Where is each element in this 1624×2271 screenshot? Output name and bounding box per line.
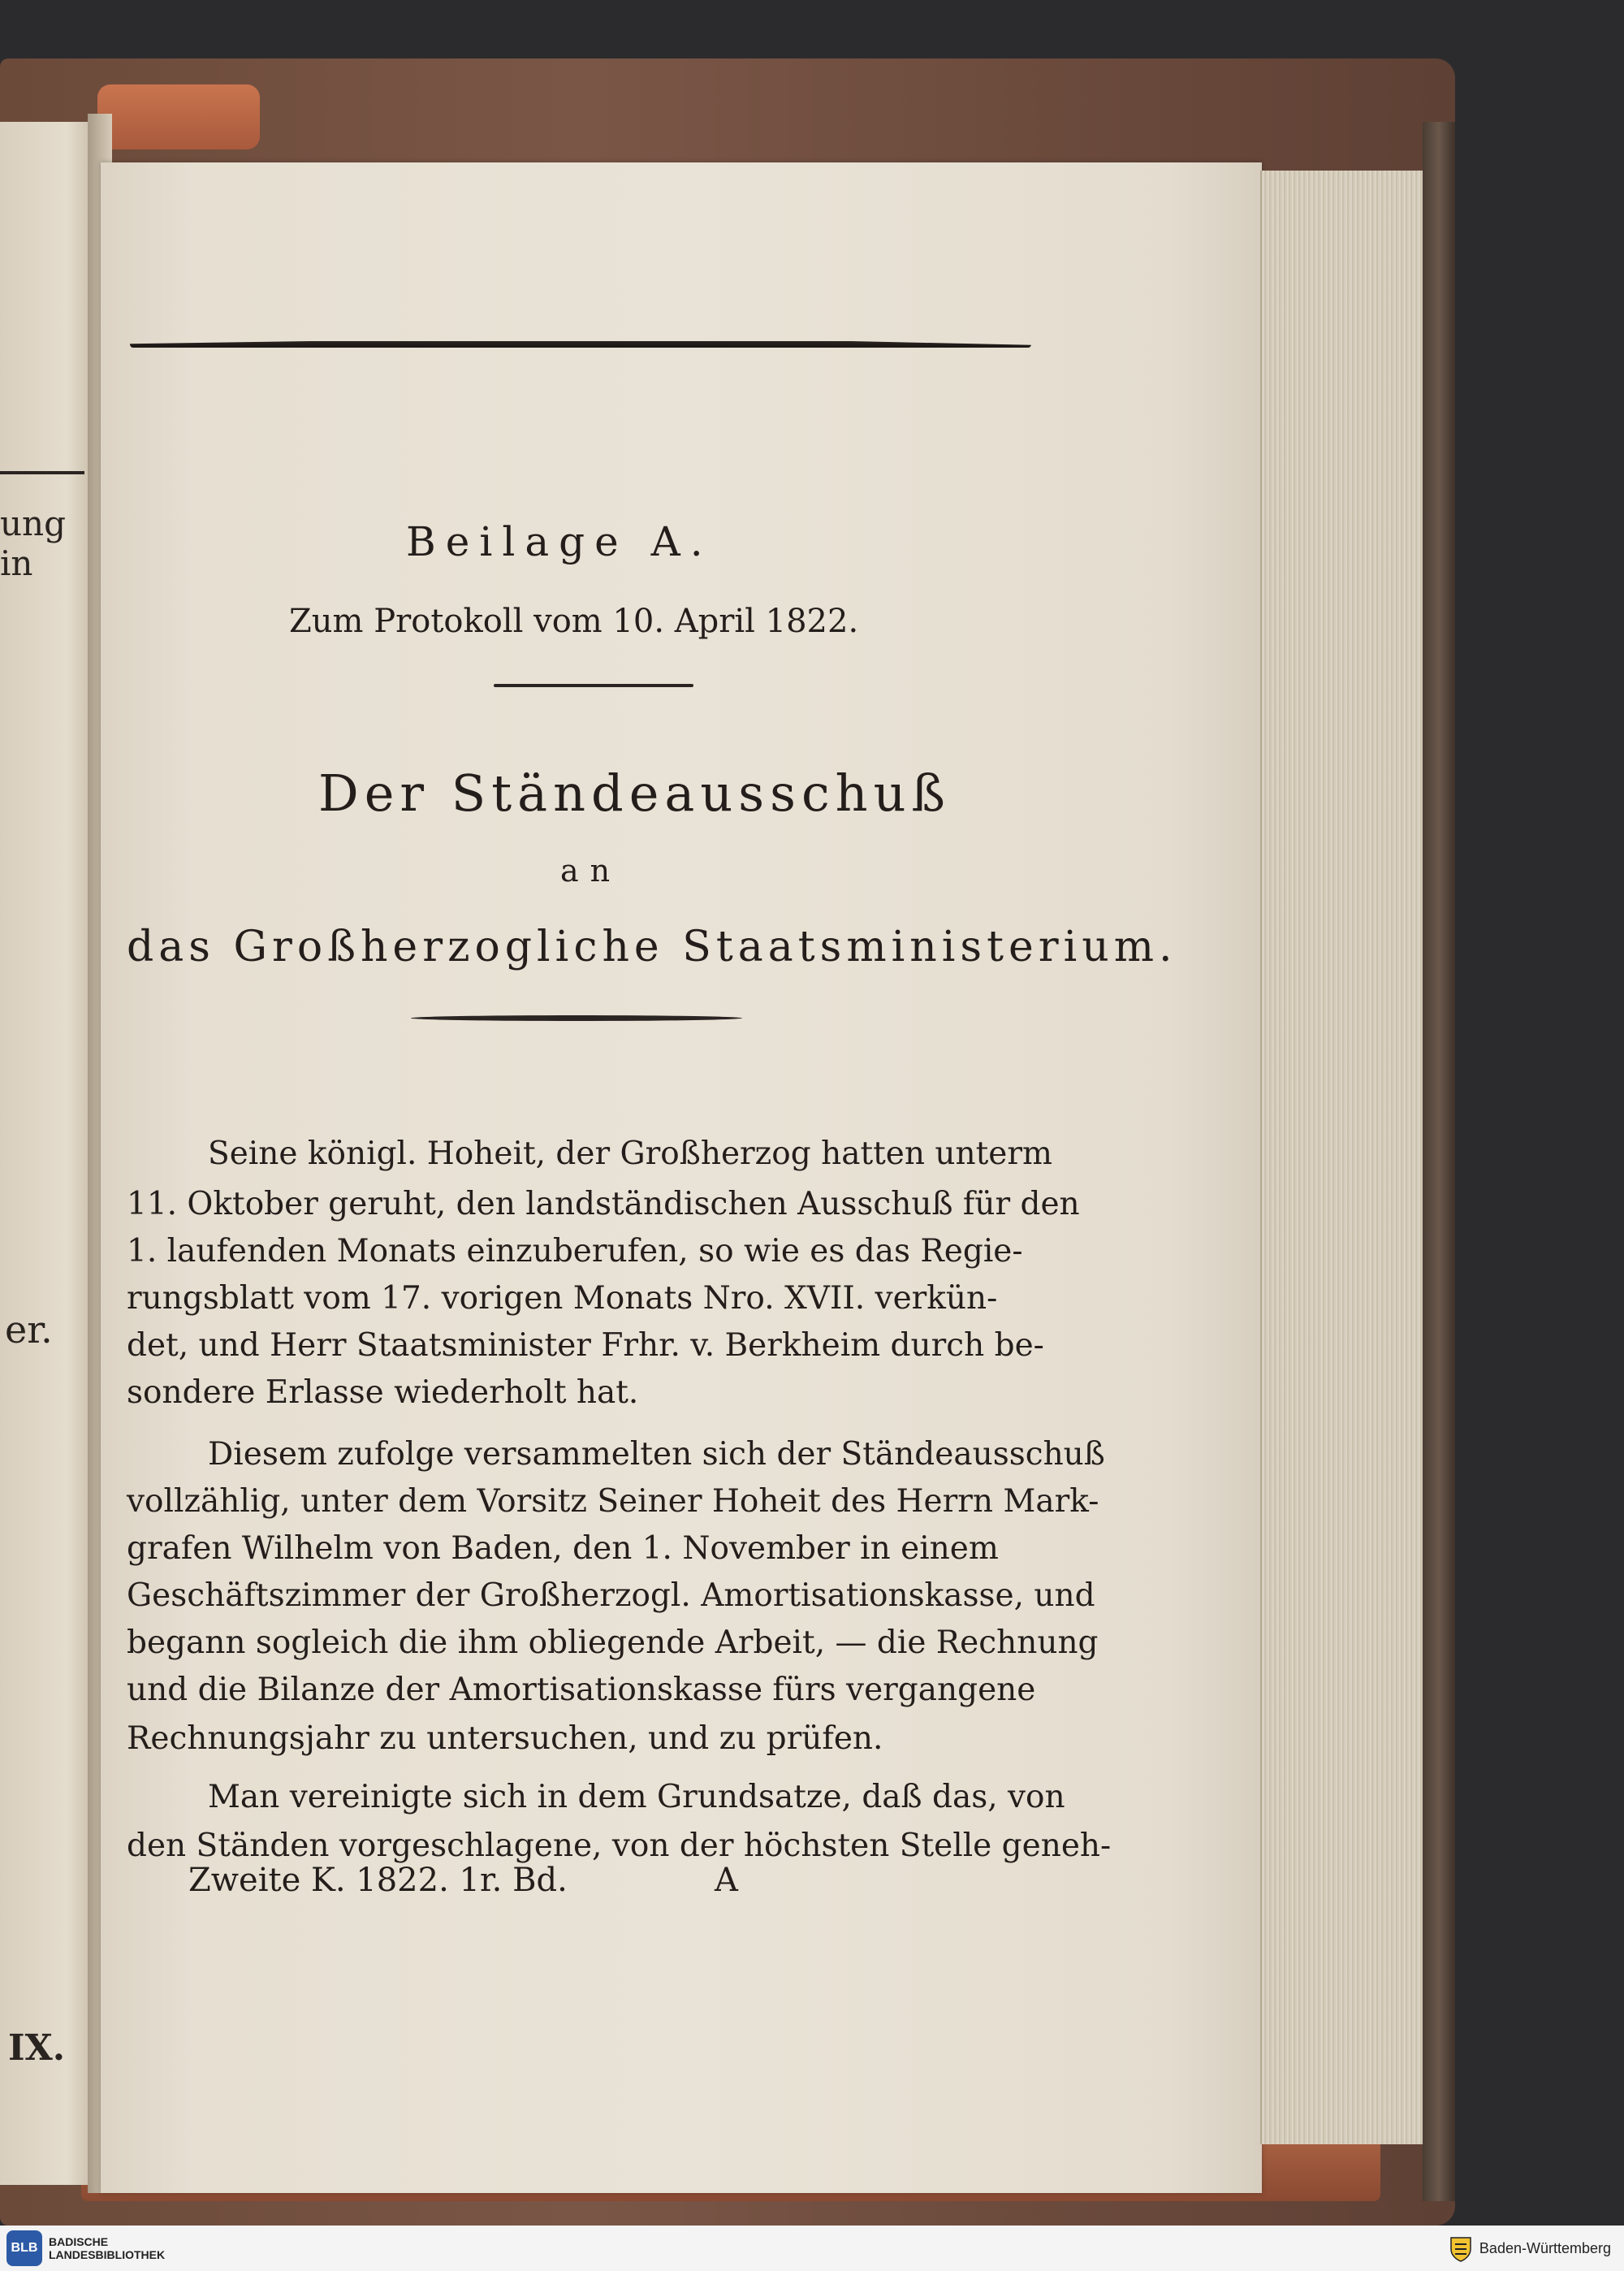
body-line: Diesem zufolge versammelten sich der Ständeausschuß — [208, 1436, 1105, 1473]
blb-logo-text — [49, 2235, 165, 2261]
header-rule — [130, 341, 1031, 348]
body-line: grafen Wilhelm von Baden, den 1. November in einem — [127, 1530, 999, 1567]
blb-logo — [0, 2230, 165, 2266]
body-line: 1. laufenden Monats einzuberufen, so wie es das Regie- — [127, 1233, 1023, 1270]
bw-logo-text: Baden-Württemberg — [1479, 2239, 1611, 2256]
body-line: Geschäftszimmer der Großherzogl. Amortisationskasse, und — [127, 1577, 1095, 1614]
body-line: und die Bilanze der Amortisationskasse fürs vergangene — [127, 1672, 1036, 1708]
previous-page — [0, 122, 96, 2185]
body-line: Rechnungsjahr zu untersuchen, und zu prüfen. — [127, 1720, 883, 1757]
blb-logo-icon: BLB — [6, 2230, 42, 2266]
recipient-title: das Großherzogliche Staatsministerium. — [127, 923, 1177, 971]
protocol-reference: Zum Protokoll vom 10. April 1822. — [289, 603, 859, 640]
body-line: sondere Erlasse wiederholt hat. — [127, 1374, 639, 1411]
library-logo-bar — [0, 2226, 1624, 2271]
previous-page-rule — [0, 471, 84, 474]
body-line: Seine königl. Hoheit, der Großherzog hatten unterm — [208, 1136, 1052, 1172]
body-line: 11. Oktober geruht, den landständischen Ausschuß für den — [127, 1186, 1080, 1222]
supplement-heading: Beilage A. — [406, 518, 713, 565]
previous-page-fragment: ung in — [0, 504, 66, 583]
body-line: begann sogleich die ihm obliegende Arbeit, — die Rechnung — [127, 1624, 1099, 1661]
body-line: den Ständen vorgeschlagene, von der höchsten Stelle geneh- — [127, 1828, 1112, 1864]
signature-mark: Zweite K. 1822. 1r. Bd. — [188, 1862, 568, 1899]
previous-page-fragment: er. — [5, 1308, 53, 1352]
bw-logo — [1449, 2234, 1624, 2262]
coat-of-arms-icon — [1449, 2234, 1473, 2262]
blb-line-1: BADISCHE — [49, 2235, 109, 2248]
spine-leather-top — [97, 84, 260, 149]
title-connector: an — [560, 853, 622, 889]
body-line: vollzählig, unter dem Vorsitz Seiner Hoheit des Herrn Mark- — [127, 1483, 1099, 1520]
sheet-mark: A — [715, 1862, 738, 1899]
body-line: Man vereinigte sich in dem Grundsatze, daß das, von — [208, 1779, 1065, 1815]
blb-line-2: LANDESBIBLIOTHEK — [49, 2248, 166, 2261]
page-edges — [1260, 171, 1424, 2144]
previous-page-fragment: IX. — [8, 2027, 66, 2069]
divider-short — [494, 684, 693, 687]
document-title: Der Ständeausschuß — [318, 763, 951, 823]
body-line: det, und Herr Staatsminister Frhr. v. Berkheim durch be- — [127, 1327, 1044, 1364]
body-line: rungsblatt vom 17. vorigen Monats Nro. XVII. verkün- — [127, 1280, 998, 1317]
divider-ornamental — [411, 1015, 742, 1021]
cover-board-edge — [1423, 122, 1455, 2201]
